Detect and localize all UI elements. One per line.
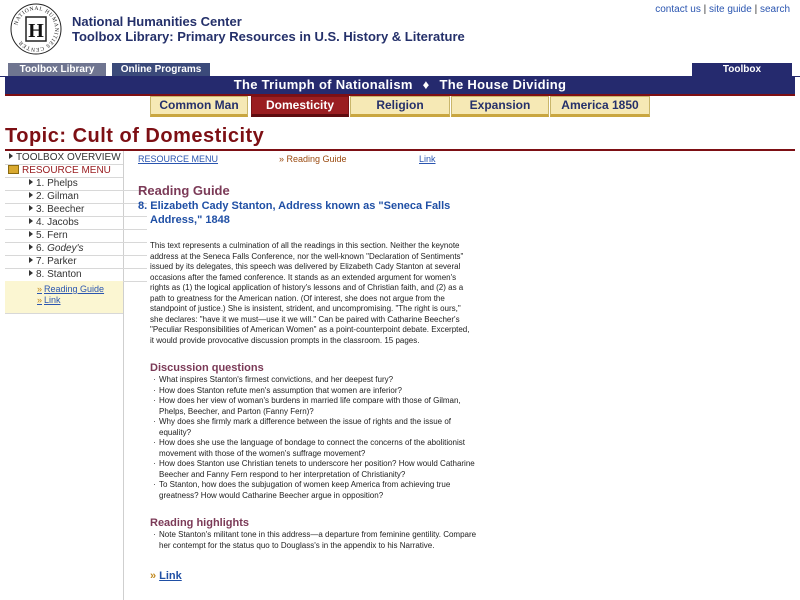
sidebar-item-label: TOOLBOX OVERVIEW [16, 152, 121, 163]
item-number: 8. [36, 269, 45, 280]
org-subtitle: Toolbox Library: Primary Resources in U.S. History & Literature [72, 29, 465, 44]
arrow-right-icon [9, 153, 13, 159]
discussion-list [150, 375, 480, 501]
arrow-right-icon [29, 270, 33, 276]
discussion-heading: Discussion questions [150, 362, 264, 374]
tab-toolbox-library[interactable]: Toolbox Library [8, 63, 106, 76]
breadcrumb-link[interactable]: Link [419, 154, 436, 164]
sidebar-sublink-label: Reading Guide [44, 284, 105, 294]
tab-expansion[interactable]: Expansion [451, 96, 549, 117]
item-name: Jacobs [47, 217, 79, 228]
tab-online-programs[interactable]: Online Programs [112, 63, 210, 76]
nhc-logo[interactable] [10, 3, 62, 55]
arrow-right-icon [29, 257, 33, 263]
item-number: 5. [36, 230, 45, 241]
sidebar-item-phelps[interactable] [5, 177, 147, 191]
sidebar-item-gilman[interactable] [5, 190, 147, 204]
tab-religion[interactable]: Religion [350, 96, 450, 117]
reading-guide-heading: Reading Guide [138, 183, 230, 198]
sidebar-toolbox-overview[interactable] [5, 151, 123, 165]
item-name: Gilman [47, 191, 79, 202]
tab-america-1850[interactable]: America 1850 [550, 96, 650, 117]
item-number: 7. [36, 256, 45, 267]
item-name: Parker [47, 256, 77, 267]
item-name: Beecher [47, 204, 85, 215]
topic-title: Topic: Cult of Domesticity [5, 125, 265, 147]
document-title: 8. Elizabeth Cady Stanton, Address known as "Seneca Falls Address," 1848 [138, 200, 451, 226]
bottom-link[interactable] [150, 570, 182, 582]
sidebar-sublinks [5, 281, 123, 314]
item-name: Phelps [47, 178, 78, 189]
breadcrumb-current: » Reading Guide [279, 154, 347, 164]
discussion-question: · What inspires Stanton's firmest convictions, and her deepest fury? [150, 375, 480, 386]
sidebar-item-stanton[interactable] [5, 268, 147, 282]
item-number: 3. [36, 204, 45, 215]
discussion-question: · To Stanton, how does the subjugation of women keep America from achieving true greatness? How would Catharine Beecher argue in opposition? [150, 480, 480, 501]
item-number: 2. [36, 191, 45, 202]
tab-domesticity[interactable]: Domesticity [251, 96, 349, 117]
arrow-right-icon [29, 179, 33, 185]
discussion-question: · How does she use the language of bondage to connect the concerns of the abolitionist movement with those of the women's suffrage movement? [150, 438, 480, 459]
diamond-icon: ♦ [422, 77, 430, 92]
util-separator: | [754, 4, 758, 15]
sidebar-item-fern[interactable] [5, 229, 147, 243]
highlights-heading: Reading highlights [150, 517, 249, 529]
intro-paragraph: This text represents a culmination of all the readings in this section. Neither the keynote address at the Seneca Falls Conference, nor the well-known "Declaration of Sentiments" issued by its delegates, this speech was delivered by Elizabeth Cady Stanton at several occasions after the famed conference. It stands as an extended argument for women's rights as (1) the logical application of history's lessons and of Christian faith, and (2) as a path to greatness for the American nation. (Of interest, she does not argue from the standpoint of justice.) She is insistent, strident, and uncompromising. "The right is ours," she declares: "have it we must—use it we will." Can be paired with Catharine Beecher's "Peculiar Responsibilities of American Women" as a point-counterpoint debate. Excerpted, it would provide provocative discussion prompts in the classroom. 15 pages. [150, 241, 470, 345]
sidebar-resource-menu[interactable] [5, 164, 123, 178]
highlight-item: · Note Stanton's militant tone in this address—a departure from feminine gentility. Compare her contempt for the status quo to Douglass's in the appendix to his Narrative. [159, 530, 479, 551]
tab-toolbox[interactable]: Toolbox [692, 63, 792, 76]
folder-icon [8, 165, 19, 174]
discussion-question: · Why does she firmly mark a difference between the issue of rights and the issue of equality? [150, 417, 480, 438]
sidebar-reading-guide-link[interactable] [37, 284, 104, 294]
item-name: Fern [47, 230, 68, 241]
sidebar-item-beecher[interactable] [5, 203, 147, 217]
sidebar-item-godeys[interactable] [5, 242, 147, 256]
top-tab-bar [0, 63, 800, 77]
arrow-right-icon [29, 205, 33, 211]
banner-left-link[interactable]: The Triumph of Nationalism [233, 77, 413, 92]
org-name: National Humanities Center [72, 14, 242, 29]
site-guide-link[interactable]: site guide [709, 4, 752, 15]
sidebar-item-label: RESOURCE MENU [22, 165, 111, 176]
banner-right-link[interactable]: The House Dividing [439, 77, 567, 92]
item-number: 4. [36, 217, 45, 228]
bottom-link-label: Link [159, 570, 182, 582]
discussion-question: · How does Stanton refute men's assumption that women are inferior? [150, 386, 480, 397]
sidebar-sublink-label: Link [44, 295, 61, 305]
logo-letter: H [28, 20, 44, 42]
raquo-icon: » [150, 570, 157, 582]
raquo-icon: » [37, 284, 43, 294]
arrow-right-icon [29, 192, 33, 198]
item-name: Godey's [47, 243, 84, 254]
contact-us-link[interactable]: contact us [655, 4, 701, 15]
logo-ring-text: NATIONAL HUMANITIES CENTER [13, 5, 60, 53]
arrow-right-icon [29, 244, 33, 250]
arrow-right-icon [29, 231, 33, 237]
sidebar-item-parker[interactable] [5, 255, 147, 269]
tab-common-man[interactable]: Common Man [150, 96, 248, 117]
item-name: Stanton [47, 269, 82, 280]
theme-banner [5, 76, 795, 96]
sidebar-link-link[interactable] [37, 295, 61, 305]
item-number: 6. [36, 243, 45, 254]
item-number: 1. [36, 178, 45, 189]
util-separator: | [703, 4, 707, 15]
sidebar-item-jacobs[interactable] [5, 216, 147, 230]
utility-links [655, 4, 790, 15]
discussion-question: · How does Stanton use Christian tenets to underscore her position? How would Catharine Beecher and Fanny Fern respond to her interpretation of Christianity? [150, 459, 480, 480]
search-link[interactable]: search [759, 4, 790, 15]
arrow-right-icon [29, 218, 33, 224]
sidebar [5, 151, 124, 600]
breadcrumb-resource-menu[interactable]: RESOURCE MENU [138, 154, 219, 164]
raquo-icon: » [37, 295, 43, 305]
discussion-question: · How does her view of woman's burdens in married life compare with those of Gilman, Phelps, Beecher, and Parton (Fanny Fern)? [150, 396, 480, 417]
